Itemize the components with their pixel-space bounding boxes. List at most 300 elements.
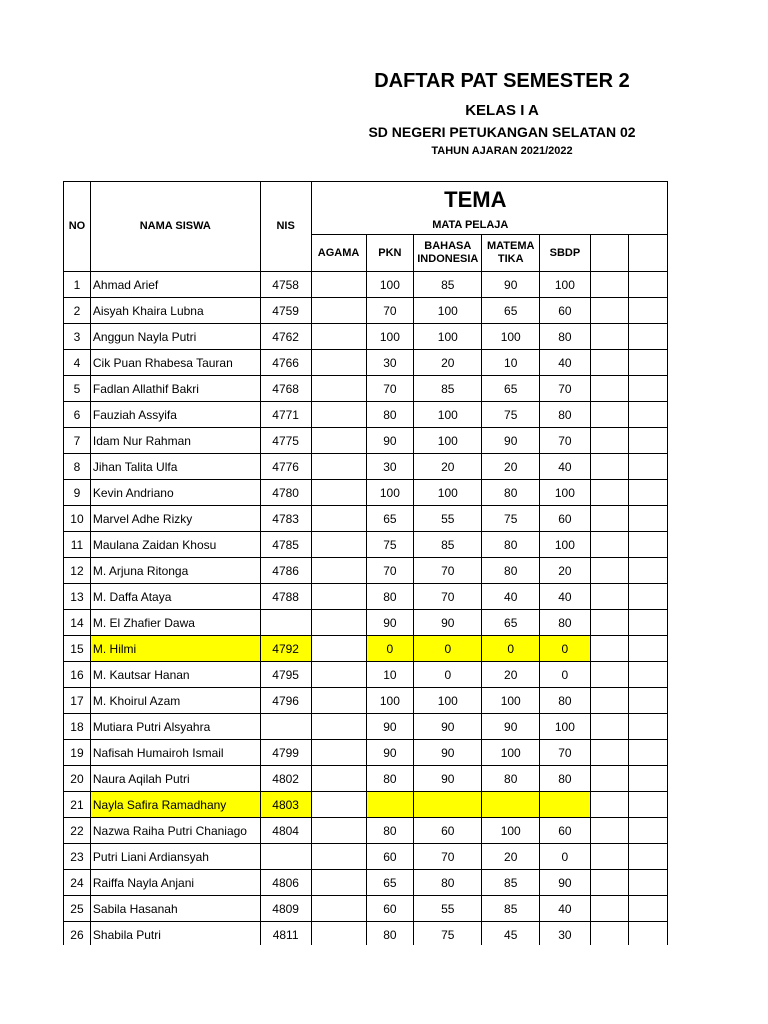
- cell-matematika: 80: [482, 766, 540, 792]
- cell-nis: 4785: [260, 532, 311, 558]
- cell-no: 6: [64, 402, 91, 428]
- cell-bahasa: 60: [414, 818, 482, 844]
- cell-extra-2: [629, 584, 668, 610]
- cell-no: 4: [64, 350, 91, 376]
- cell-nama: Jihan Talita Ulfa: [90, 454, 260, 480]
- cell-nis: 4762: [260, 324, 311, 350]
- cell-extra-2: [629, 428, 668, 454]
- cell-no: 9: [64, 480, 91, 506]
- cell-matematika: 100: [482, 740, 540, 766]
- cell-extra-1: [590, 454, 629, 480]
- cell-sbdp: 0: [540, 636, 591, 662]
- table-row: [64, 324, 668, 350]
- cell-nis: 4783: [260, 506, 311, 532]
- cell-pkn: [366, 792, 414, 818]
- cell-agama: [311, 740, 366, 766]
- cell-nama: Fauziah Assyifa: [90, 402, 260, 428]
- cell-nis: 4771: [260, 402, 311, 428]
- cell-pkn: 80: [366, 766, 414, 792]
- cell-no: 5: [64, 376, 91, 402]
- col-header-matematika: MATEMA TIKA: [482, 235, 540, 272]
- cell-sbdp: [540, 792, 591, 818]
- cell-nama: Shabila Putri: [90, 922, 260, 946]
- cell-no: 26: [64, 922, 91, 946]
- cell-nama: Putri Liani Ardiansyah: [90, 844, 260, 870]
- cell-extra-1: [590, 662, 629, 688]
- table-row: [64, 454, 668, 480]
- cell-sbdp: 40: [540, 896, 591, 922]
- cell-agama: [311, 636, 366, 662]
- cell-pkn: 100: [366, 324, 414, 350]
- cell-sbdp: 100: [540, 272, 591, 298]
- col-header-extra-1: [590, 235, 629, 272]
- cell-extra-2: [629, 272, 668, 298]
- cell-agama: [311, 896, 366, 922]
- cell-no: 16: [64, 662, 91, 688]
- cell-nama: Naura Aqilah Putri: [90, 766, 260, 792]
- cell-matematika: 85: [482, 896, 540, 922]
- cell-extra-1: [590, 298, 629, 324]
- cell-extra-1: [590, 714, 629, 740]
- cell-nis: 4796: [260, 688, 311, 714]
- table-row: [64, 584, 668, 610]
- cell-nis: 4758: [260, 272, 311, 298]
- cell-matematika: 10: [482, 350, 540, 376]
- table-row: [64, 896, 668, 922]
- grade-table-viewport: [63, 181, 668, 945]
- table-row: [64, 766, 668, 792]
- table-row: [64, 844, 668, 870]
- cell-extra-2: [629, 506, 668, 532]
- cell-extra-1: [590, 402, 629, 428]
- cell-nis: 4759: [260, 298, 311, 324]
- cell-pkn: 90: [366, 428, 414, 454]
- cell-extra-2: [629, 350, 668, 376]
- cell-sbdp: 80: [540, 688, 591, 714]
- cell-pkn: 0: [366, 636, 414, 662]
- cell-nama: Mutiara Putri Alsyahra: [90, 714, 260, 740]
- cell-agama: [311, 584, 366, 610]
- cell-bahasa: 0: [414, 662, 482, 688]
- cell-bahasa: 90: [414, 740, 482, 766]
- col-header-sbdp: SBDP: [540, 235, 591, 272]
- cell-sbdp: 60: [540, 298, 591, 324]
- cell-bahasa: 20: [414, 454, 482, 480]
- cell-nama: Sabila Hasanah: [90, 896, 260, 922]
- cell-matematika: 90: [482, 714, 540, 740]
- cell-bahasa: 70: [414, 558, 482, 584]
- cell-pkn: 30: [366, 350, 414, 376]
- cell-no: 8: [64, 454, 91, 480]
- col-header-nama: NAMA SISWA: [90, 182, 260, 272]
- cell-agama: [311, 506, 366, 532]
- cell-no: 11: [64, 532, 91, 558]
- cell-matematika: 40: [482, 584, 540, 610]
- table-row: [64, 610, 668, 636]
- cell-agama: [311, 558, 366, 584]
- cell-extra-1: [590, 766, 629, 792]
- cell-bahasa: 85: [414, 532, 482, 558]
- cell-pkn: 100: [366, 480, 414, 506]
- cell-nama: Raiffa Nayla Anjani: [90, 870, 260, 896]
- cell-extra-2: [629, 402, 668, 428]
- table-row: [64, 922, 668, 946]
- table-row: [64, 532, 668, 558]
- cell-extra-2: [629, 298, 668, 324]
- cell-no: 12: [64, 558, 91, 584]
- cell-agama: [311, 272, 366, 298]
- cell-matematika: 80: [482, 532, 540, 558]
- cell-bahasa: 85: [414, 272, 482, 298]
- cell-sbdp: 70: [540, 428, 591, 454]
- cell-nama: Anggun Nayla Putri: [90, 324, 260, 350]
- cell-extra-1: [590, 610, 629, 636]
- table-row: [64, 714, 668, 740]
- cell-extra-2: [629, 688, 668, 714]
- table-row: [64, 662, 668, 688]
- cell-nis: 4804: [260, 818, 311, 844]
- document-title: DAFTAR PAT SEMESTER 2: [374, 70, 630, 92]
- cell-nis: 4786: [260, 558, 311, 584]
- cell-matematika: 65: [482, 298, 540, 324]
- cell-extra-2: [629, 558, 668, 584]
- cell-pkn: 65: [366, 870, 414, 896]
- cell-bahasa: 55: [414, 896, 482, 922]
- cell-sbdp: 60: [540, 818, 591, 844]
- cell-no: 13: [64, 584, 91, 610]
- cell-nis: 4795: [260, 662, 311, 688]
- cell-sbdp: 80: [540, 324, 591, 350]
- table-row: [64, 480, 668, 506]
- cell-matematika: 20: [482, 454, 540, 480]
- cell-extra-1: [590, 922, 629, 946]
- cell-extra-1: [590, 818, 629, 844]
- cell-matematika: 75: [482, 506, 540, 532]
- cell-no: 15: [64, 636, 91, 662]
- cell-pkn: 90: [366, 610, 414, 636]
- col-header-extra-2: [629, 235, 668, 272]
- cell-nama: Cik Puan Rhabesa Tauran: [90, 350, 260, 376]
- cell-extra-2: [629, 636, 668, 662]
- cell-agama: [311, 662, 366, 688]
- table-row: [64, 818, 668, 844]
- cell-bahasa: 70: [414, 844, 482, 870]
- cell-pkn: 90: [366, 714, 414, 740]
- cell-pkn: 80: [366, 922, 414, 946]
- cell-sbdp: 20: [540, 558, 591, 584]
- cell-bahasa: 100: [414, 480, 482, 506]
- cell-agama: [311, 324, 366, 350]
- cell-extra-2: [629, 844, 668, 870]
- cell-pkn: 75: [366, 532, 414, 558]
- tema-label: TEMA: [444, 186, 507, 212]
- cell-extra-1: [590, 740, 629, 766]
- academic-year: TAHUN AJARAN 2021/2022: [431, 145, 573, 157]
- cell-matematika: 75: [482, 402, 540, 428]
- cell-sbdp: 90: [540, 870, 591, 896]
- cell-bahasa: 90: [414, 766, 482, 792]
- cell-matematika: 90: [482, 428, 540, 454]
- cell-agama: [311, 532, 366, 558]
- cell-pkn: 100: [366, 272, 414, 298]
- cell-nama: M. Hilmi: [90, 636, 260, 662]
- cell-nis: 4775: [260, 428, 311, 454]
- cell-pkn: 90: [366, 740, 414, 766]
- cell-nis: 4809: [260, 896, 311, 922]
- cell-nama: M. Daffa Ataya: [90, 584, 260, 610]
- cell-sbdp: 80: [540, 610, 591, 636]
- cell-no: 7: [64, 428, 91, 454]
- cell-matematika: 100: [482, 324, 540, 350]
- cell-nis: 4799: [260, 740, 311, 766]
- cell-nis: 4811: [260, 922, 311, 946]
- cell-bahasa: 90: [414, 610, 482, 636]
- col-header-no: NO: [64, 182, 91, 272]
- table-row: [64, 376, 668, 402]
- cell-nis: [260, 844, 311, 870]
- col-header-nis: NIS: [260, 182, 311, 272]
- cell-matematika: 90: [482, 272, 540, 298]
- cell-extra-2: [629, 818, 668, 844]
- cell-pkn: 80: [366, 402, 414, 428]
- cell-bahasa: 75: [414, 922, 482, 946]
- cell-bahasa: 100: [414, 688, 482, 714]
- table-row: [64, 272, 668, 298]
- table-row: [64, 870, 668, 896]
- cell-sbdp: 0: [540, 844, 591, 870]
- grade-rows: [64, 272, 668, 946]
- cell-bahasa: 100: [414, 428, 482, 454]
- col-header-pkn: PKN: [366, 235, 414, 272]
- cell-extra-2: [629, 454, 668, 480]
- cell-pkn: 60: [366, 896, 414, 922]
- cell-bahasa: 100: [414, 324, 482, 350]
- cell-nama: Ahmad Arief: [90, 272, 260, 298]
- cell-agama: [311, 402, 366, 428]
- cell-matematika: 20: [482, 844, 540, 870]
- cell-nama: Nazwa Raiha Putri Chaniago: [90, 818, 260, 844]
- cell-extra-1: [590, 324, 629, 350]
- cell-matematika: 20: [482, 662, 540, 688]
- cell-sbdp: 40: [540, 350, 591, 376]
- cell-nama: Maulana Zaidan Khosu: [90, 532, 260, 558]
- table-row: [64, 428, 668, 454]
- cell-no: 1: [64, 272, 91, 298]
- cell-extra-2: [629, 480, 668, 506]
- cell-extra-1: [590, 636, 629, 662]
- cell-agama: [311, 298, 366, 324]
- class-label: KELAS I A: [465, 102, 539, 119]
- cell-extra-1: [590, 870, 629, 896]
- table-row: [64, 298, 668, 324]
- cell-matematika: 65: [482, 610, 540, 636]
- cell-sbdp: 100: [540, 480, 591, 506]
- cell-matematika: [482, 792, 540, 818]
- cell-pkn: 10: [366, 662, 414, 688]
- cell-sbdp: 100: [540, 714, 591, 740]
- cell-nis: 4776: [260, 454, 311, 480]
- cell-agama: [311, 428, 366, 454]
- cell-matematika: 85: [482, 870, 540, 896]
- cell-nama: Marvel Adhe Rizky: [90, 506, 260, 532]
- cell-pkn: 65: [366, 506, 414, 532]
- cell-extra-1: [590, 506, 629, 532]
- cell-no: 23: [64, 844, 91, 870]
- cell-sbdp: 80: [540, 766, 591, 792]
- cell-extra-2: [629, 922, 668, 946]
- cell-sbdp: 40: [540, 454, 591, 480]
- cell-sbdp: 70: [540, 376, 591, 402]
- cell-extra-2: [629, 610, 668, 636]
- cell-pkn: 70: [366, 558, 414, 584]
- cell-agama: [311, 766, 366, 792]
- cell-bahasa: [414, 792, 482, 818]
- cell-no: 19: [64, 740, 91, 766]
- cell-extra-1: [590, 350, 629, 376]
- cell-agama: [311, 870, 366, 896]
- cell-bahasa: 100: [414, 402, 482, 428]
- cell-sbdp: 40: [540, 584, 591, 610]
- cell-no: 20: [64, 766, 91, 792]
- cell-nama: Aisyah Khaira Lubna: [90, 298, 260, 324]
- cell-extra-1: [590, 584, 629, 610]
- cell-extra-1: [590, 896, 629, 922]
- cell-bahasa: 90: [414, 714, 482, 740]
- cell-matematika: 80: [482, 558, 540, 584]
- cell-no: 14: [64, 610, 91, 636]
- cell-bahasa: 100: [414, 298, 482, 324]
- cell-extra-2: [629, 766, 668, 792]
- cell-extra-1: [590, 272, 629, 298]
- cell-agama: [311, 480, 366, 506]
- cell-agama: [311, 350, 366, 376]
- grade-table: [63, 181, 668, 945]
- cell-extra-2: [629, 324, 668, 350]
- cell-sbdp: 70: [540, 740, 591, 766]
- cell-pkn: 60: [366, 844, 414, 870]
- cell-no: 21: [64, 792, 91, 818]
- cell-extra-1: [590, 532, 629, 558]
- cell-extra-2: [629, 376, 668, 402]
- cell-extra-1: [590, 428, 629, 454]
- cell-no: 18: [64, 714, 91, 740]
- cell-agama: [311, 376, 366, 402]
- cell-bahasa: 55: [414, 506, 482, 532]
- cell-extra-2: [629, 532, 668, 558]
- cell-extra-1: [590, 792, 629, 818]
- cell-agama: [311, 714, 366, 740]
- table-row: [64, 740, 668, 766]
- cell-extra-2: [629, 870, 668, 896]
- cell-extra-2: [629, 662, 668, 688]
- cell-pkn: 70: [366, 298, 414, 324]
- cell-no: 10: [64, 506, 91, 532]
- cell-nis: [260, 610, 311, 636]
- cell-nama: M. Arjuna Ritonga: [90, 558, 260, 584]
- cell-bahasa: 70: [414, 584, 482, 610]
- cell-nis: 4768: [260, 376, 311, 402]
- cell-bahasa: 0: [414, 636, 482, 662]
- cell-no: 17: [64, 688, 91, 714]
- table-row: [64, 558, 668, 584]
- cell-extra-1: [590, 480, 629, 506]
- cell-matematika: 100: [482, 818, 540, 844]
- cell-agama: [311, 454, 366, 480]
- cell-nis: 4788: [260, 584, 311, 610]
- cell-nis: 4780: [260, 480, 311, 506]
- cell-extra-1: [590, 376, 629, 402]
- cell-bahasa: 85: [414, 376, 482, 402]
- cell-sbdp: 0: [540, 662, 591, 688]
- table-row: [64, 636, 668, 662]
- cell-no: 22: [64, 818, 91, 844]
- cell-nama: Fadlan Allathif Bakri: [90, 376, 260, 402]
- table-row: [64, 350, 668, 376]
- cell-matematika: 65: [482, 376, 540, 402]
- cell-nis: [260, 714, 311, 740]
- col-header-agama: AGAMA: [311, 235, 366, 272]
- cell-nis: 4806: [260, 870, 311, 896]
- cell-nis: 4766: [260, 350, 311, 376]
- cell-extra-2: [629, 740, 668, 766]
- cell-matematika: 0: [482, 636, 540, 662]
- cell-pkn: 70: [366, 376, 414, 402]
- cell-nama: Idam Nur Rahman: [90, 428, 260, 454]
- cell-extra-1: [590, 844, 629, 870]
- cell-matematika: 45: [482, 922, 540, 946]
- cell-extra-2: [629, 896, 668, 922]
- cell-nis: 4803: [260, 792, 311, 818]
- cell-agama: [311, 610, 366, 636]
- cell-nama: M. El Zhafier Dawa: [90, 610, 260, 636]
- cell-pkn: 30: [366, 454, 414, 480]
- table-row: [64, 506, 668, 532]
- tema-header: [311, 182, 667, 217]
- cell-no: 3: [64, 324, 91, 350]
- table-row: [64, 792, 668, 818]
- cell-pkn: 100: [366, 688, 414, 714]
- cell-bahasa: 80: [414, 870, 482, 896]
- table-row: [64, 688, 668, 714]
- cell-extra-2: [629, 714, 668, 740]
- cell-nama: Nayla Safira Ramadhany: [90, 792, 260, 818]
- cell-agama: [311, 818, 366, 844]
- cell-extra-2: [629, 792, 668, 818]
- cell-bahasa: 20: [414, 350, 482, 376]
- col-header-bahasa: BAHASA INDONESIA: [414, 235, 482, 272]
- cell-pkn: 80: [366, 584, 414, 610]
- cell-agama: [311, 688, 366, 714]
- cell-nama: M. Kautsar Hanan: [90, 662, 260, 688]
- cell-sbdp: 30: [540, 922, 591, 946]
- cell-matematika: 100: [482, 688, 540, 714]
- cell-extra-1: [590, 688, 629, 714]
- cell-nis: 4802: [260, 766, 311, 792]
- cell-nama: Kevin Andriano: [90, 480, 260, 506]
- cell-no: 25: [64, 896, 91, 922]
- mata-pelajaran-label: MATA PELAJA: [432, 218, 509, 231]
- table-row: [64, 402, 668, 428]
- cell-nis: 4792: [260, 636, 311, 662]
- cell-agama: [311, 922, 366, 946]
- cell-sbdp: 100: [540, 532, 591, 558]
- cell-pkn: 80: [366, 818, 414, 844]
- cell-sbdp: 60: [540, 506, 591, 532]
- school-name: SD NEGERI PETUKANGAN SELATAN 02: [368, 124, 636, 140]
- cell-extra-1: [590, 558, 629, 584]
- cell-no: 2: [64, 298, 91, 324]
- cell-nama: Nafisah Humairoh Ismail: [90, 740, 260, 766]
